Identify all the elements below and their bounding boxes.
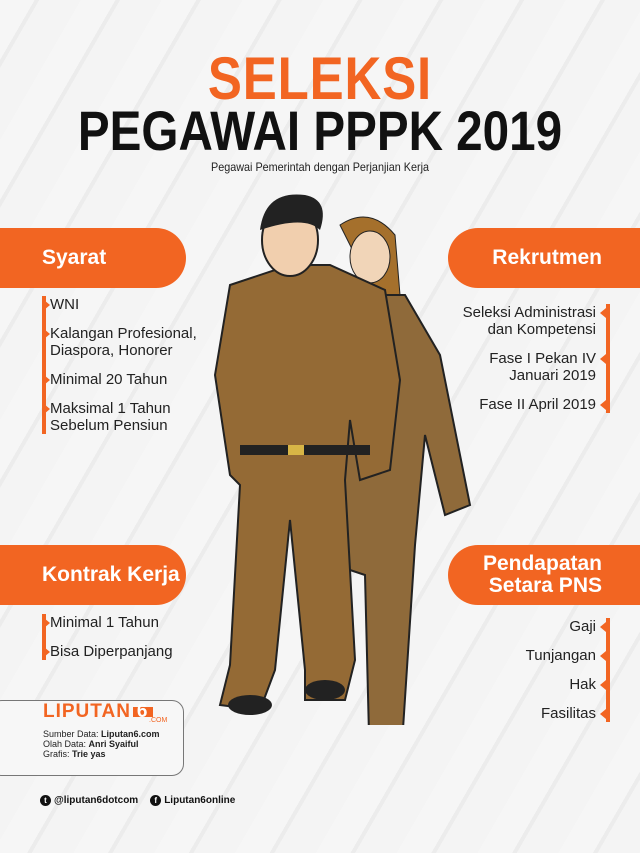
list-item: Fase II April 2019	[452, 396, 602, 413]
list-item: Fasilitas	[502, 705, 602, 722]
title-line2: PEGAWAI PPPK 2019	[77, 99, 563, 162]
list-item: Minimal 1 Tahun	[42, 614, 192, 631]
kontrak-header: Kontrak Kerja	[0, 545, 186, 605]
list-bar	[606, 618, 610, 722]
social-links	[40, 795, 235, 806]
logo-text: LIPUTAN	[43, 701, 131, 722]
list-item: Kalangan Profesional, Diaspora, Honorer	[42, 325, 212, 359]
list-item: Tunjangan	[502, 647, 602, 664]
list-item: Minimal 20 Tahun	[42, 371, 212, 388]
grafis-line	[43, 749, 183, 759]
olah-value: Anri Syaiful	[88, 739, 139, 749]
list-item: Bisa Diperpanjang	[42, 643, 192, 660]
source-line	[43, 729, 183, 739]
logo-com: .COM	[149, 717, 168, 724]
pendapatan-list	[502, 618, 602, 722]
source-value: Liputan6.com	[101, 729, 160, 739]
facebook-handle: Liputan6online	[164, 795, 236, 806]
olah-line	[43, 739, 183, 749]
list-item: Maksimal 1 Tahun Sebelum Pensiun	[42, 400, 212, 434]
twitter-handle: @liputan6dotcom	[54, 795, 139, 806]
grafis-value: Trie yas	[72, 749, 106, 759]
twitter-icon: t	[40, 795, 51, 806]
list-item: Hak	[502, 676, 602, 693]
grafis-label: Grafis:	[43, 749, 70, 759]
rekrutmen-header: Rekrutmen	[448, 228, 640, 288]
list-item: Fase I Pekan IV Januari 2019	[452, 350, 602, 384]
kontrak-list	[42, 614, 192, 660]
list-item: WNI	[42, 296, 212, 313]
pendapatan-header: Pendapatan Setara PNS	[448, 545, 640, 605]
facebook-link[interactable]	[150, 795, 235, 806]
list-item: Seleksi Administrasi dan Kompetensi	[452, 304, 602, 338]
logo-number: 6	[133, 707, 153, 717]
olah-label: Olah Data:	[43, 739, 87, 749]
source-label: Sumber Data:	[43, 729, 99, 739]
list-bar	[606, 304, 610, 413]
facebook-icon: f	[150, 795, 161, 806]
subtitle: Pegawai Pemerintah dengan Perjanjian Kerja	[211, 160, 429, 174]
rekrutmen-list	[452, 304, 602, 413]
credits-box	[0, 700, 184, 776]
list-item: Gaji	[502, 618, 602, 635]
twitter-link[interactable]	[40, 795, 138, 806]
syarat-list	[42, 296, 212, 434]
syarat-header: Syarat	[0, 228, 186, 288]
title-line1: SELEKSI	[207, 45, 433, 112]
civil-servants-illustration	[190, 185, 480, 725]
